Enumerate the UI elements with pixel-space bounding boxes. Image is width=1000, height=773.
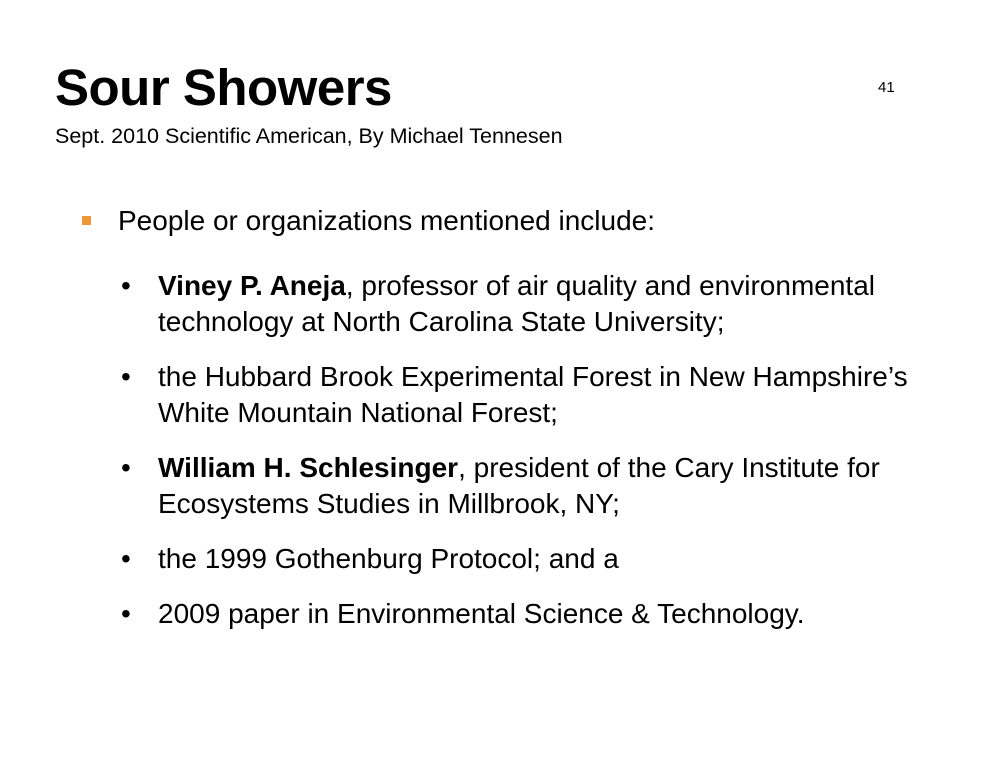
bullet-dot-icon: • <box>121 361 131 392</box>
person-name: Viney P. Aneja <box>158 270 346 301</box>
sub-bullet-text: the 1999 Gothenburg Protocol; and a <box>158 543 619 574</box>
sub-bullet-2009-paper <box>118 596 948 632</box>
bullet-dot-icon: • <box>121 598 131 629</box>
bullet-dot-icon: • <box>121 270 131 301</box>
sub-bullet-text: the Hubbard Brook Experimental Forest in New Hampshire’s White Mountain National Forest; <box>158 361 908 428</box>
sub-bullet-schlesinger <box>118 450 948 522</box>
page-number: 41 <box>878 79 895 96</box>
person-name: William H. Schlesinger <box>158 452 459 483</box>
sub-bullet-text: , president of the Cary Institute for Ecosystems Studies in Millbrook, NY; <box>158 452 880 519</box>
bullet-dot-icon: • <box>121 543 131 574</box>
sub-bullet-list <box>118 268 948 651</box>
sub-bullet-text: , professor of air quality and environmental technology at North Carolina State University; <box>158 270 875 337</box>
sub-bullet-gothenburg <box>118 541 948 577</box>
slide-subtitle: Sept. 2010 Scientific American, By Michael Tennesen <box>55 124 563 148</box>
sub-bullet-aneja <box>118 268 948 340</box>
main-bullet-text: People or organizations mentioned include: <box>118 205 656 236</box>
main-bullet <box>82 201 655 241</box>
square-bullet-icon <box>82 216 91 225</box>
slide-title: Sour Showers <box>55 59 392 116</box>
sub-bullet-hubbard-brook <box>118 359 948 431</box>
bullet-dot-icon: • <box>121 452 131 483</box>
sub-bullet-text: 2009 paper in Environmental Science & Technology. <box>158 598 805 629</box>
